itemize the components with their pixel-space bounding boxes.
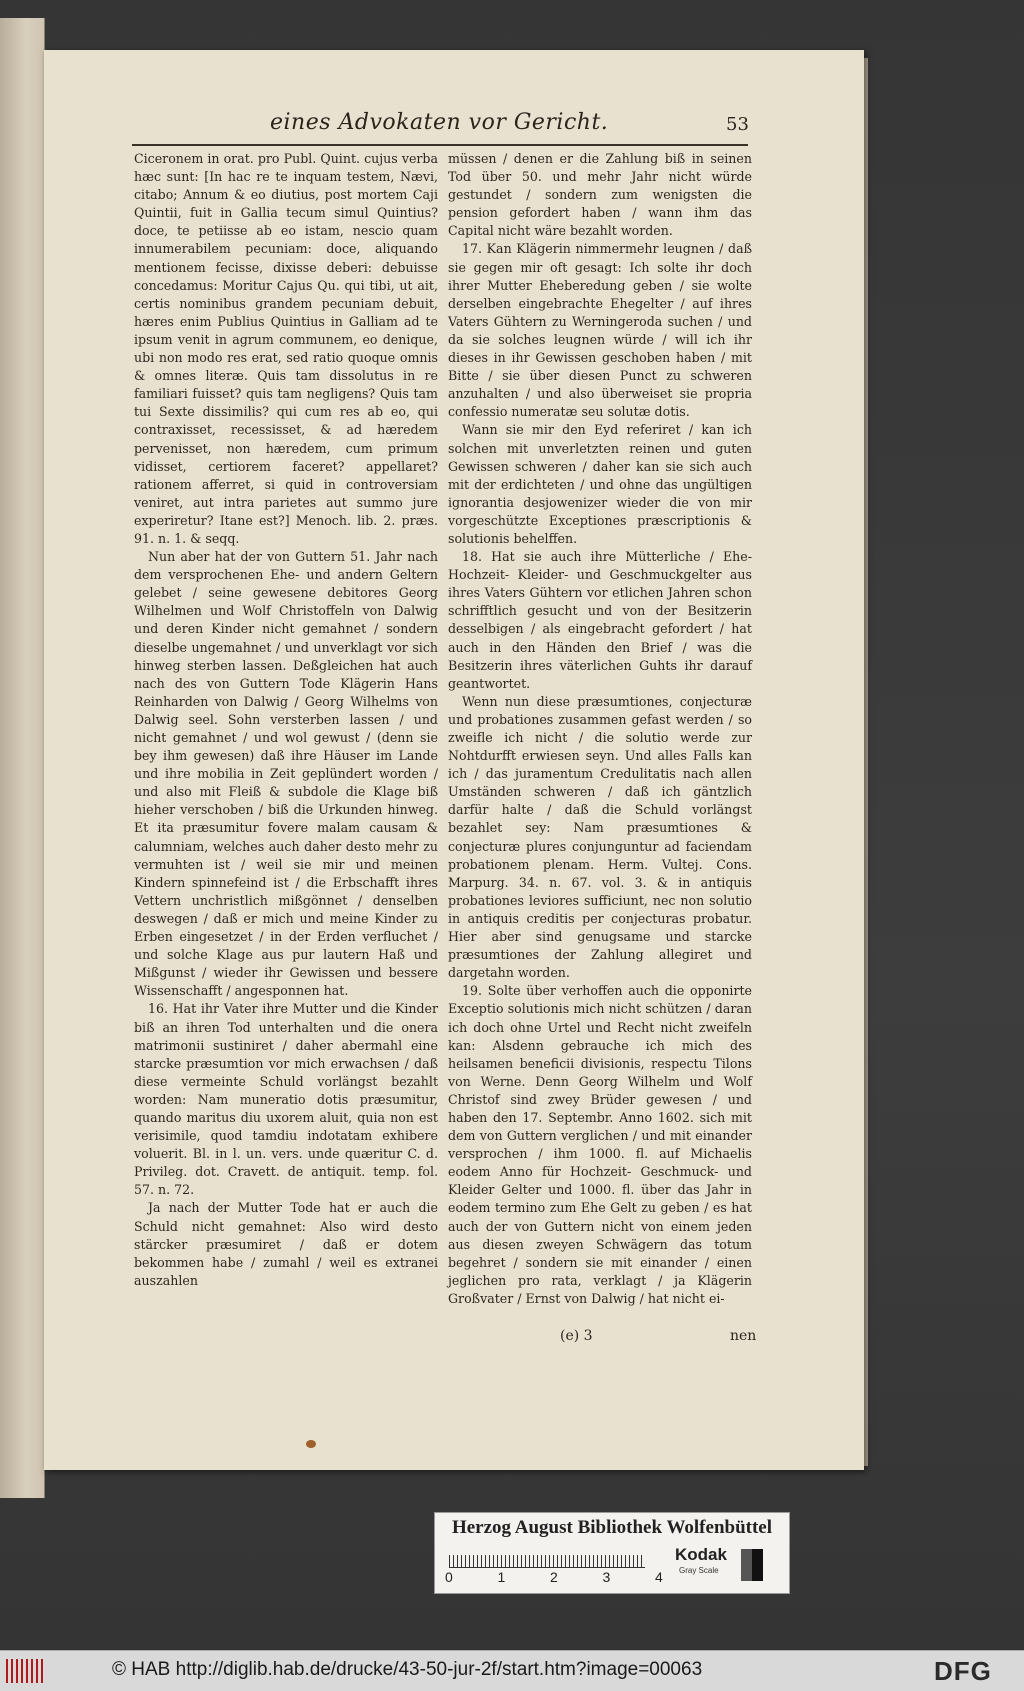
footer-bar	[0, 1650, 1024, 1691]
paragraph: Wenn nun diese præsumtiones, conjecturæ und probationes zusammen gefast werden / so zweifle ich nicht / die solutio werde zur Nohtdurfft erwiesen seyn. Und alles Falls kan ich / das juramentum Credulitatis nach allen Umständen schweren / daß ich gäntzlich darfür halte / daß die Schuld vorlängst bezahlet sey: Nam præsumtiones & conjecturæ plures conjunguntur ad faciendam probationem plenam. Herm. Vultej. Cons. Marpurg. 34. n. 67. vol. 3. & in antiquis probationes leviores sufficiunt, nec non solutio in antiquis creditis per conjecturas probatur. Hier aber sind genugsame und starcke præsumtiones der Zahlung allegiret und dargetahn worden.	[448, 693, 752, 981]
paragraph: 17. Kan Klägerin nimmermehr leugnen / daß sie gegen mir oft gesagt: Ich solte ihr doch ihrer Mutter Eheberedung geben / sie wolte derselben eingebrachte Ehegelter / auf ihres Vaters Gühtern zu Werningeroda suchen / und da sie solches leugnen würde / will ich ihr dieses in ihr Gewissen geschoben haben / mit Bitte / sie über diesen Punct zu schweren anzuhalten / und also überweiset sie propria confessio numeratæ seu solutæ dotis.	[448, 241, 752, 420]
dfg-logo: DFG	[934, 1656, 992, 1686]
paragraph: Ciceronem in orat. pro Publ. Quint. cujus verba hæc sunt: [In hac re te inquam testem, Nævi, citabo; Annum & eo diutius, post mortem Caji Quintii, fuit in Gallia tecum simul Quintius? doce, te petiisse ab eo istam, nescio quam innumerabilem pecuniam: doce, aliquando mentionem fecisse, dixisse deberi: debuisse concedamus: Moritur Cajus Qu. qui tibi, ut ait, certis nominibus grandem pecuniam debuit, hæres enim Publius Quintius in Galliam ad te ipsum venit in agrum communem, eo denique, ubi non modo res erat, sed ratio quoque omnis & omnes literæ. Quis tam dissolutus in re familiari fuisset? quis tam negligens? Quis tam tui Sexte dissimilis? qui cum res ab eo, qui contraxisset, recessisset, & ad hæredem pervenisset, non hæredem, cum primum vidisset, certiorem faceret? appellaret? rationem afferret, si quid in controversiam veniret, aut intra parietes aut summo jure experiretur? Itane est?] Menoch. lib. 2. præs. 91. n. 1. & seqq.	[134, 151, 438, 546]
paragraph: 19. Solte über verhoffen auch die opponirte Exceptio solutionis mich nicht schützen / daran ich doch ohne Urtel und Recht nicht zweifeln kan: Alsdenn gebrauche ich mich des heilsamen beneficii divisionis, respectu Tilons von Werne. Denn Georg Wilhelm und Wolf Christof sind zwey Brüder gewesen / und haben den 17. Septembr. Anno 1602. sich mit dem von Guttern verglichen / und mit einander versprochen / ihm 1000. fl. auf Michaelis eodem Anno für Hochzeit- Geschmuck- und Kleider Gelter und 1000. fl. über das Jahr in eodem termino zum Ehe Gelt zu geben / es hat auch der von Guttern nicht von einem jeden aus diesen zweyen Schwägern das totum begehret / sondern sie mit einander / einen jeglichen pro rata, verklagt / ja Klägerin Großvater / Ernst von Dalwig / hat nicht ei-	[448, 983, 752, 1306]
left-column	[134, 150, 438, 1290]
library-name: Herzog August Bibliothek Wolfenbüttel	[451, 1517, 773, 1538]
gray-scale-patch	[741, 1549, 763, 1581]
paragraph: Nun aber hat der von Guttern 51. Jahr nach dem versprochenen Ehe- und andern Geltern gelebet / seine gewesene debitores Georg Wilhelmen und Wolf Christoffeln von Dalwig und deren Kinder nicht gemahnet / sondern dieselbe ungemahnet / und unverklagt vor sich hinweg sterben lassen. Deßgleichen hat auch nach des von Guttern Tode Klägerin Hans Reinharden von Dalwig / Georg Wilhelms von Dalwig seel. Sohn versterben lassen / und nicht gemahnet / und wol gewust / (denn sie bey ihm gewesen) daß ihre Häuser im Lande und ihre mobilia in Zeit geplündert worden / und also mit Fleiß & subdole die Klage biß hieher verschoben / biß die Urkunden hinweg. Et ita præsumitur fovere malam causam & calumniam, welches auch daher desto mehr zu vermuhten ist / weil sie mir und meinen Kindern spinnefeind ist / die Erbschafft ihres Vettern unchristlich mißgönnet / denselben deswegen / daß er mich und meine Kinder zu Erben eingesetzet / in der Erden verfluchet / und solche Klage aus pur lautern Haß und Mißgunst / wieder ihr Gewissen und bessere Wissenschafft / angesponnen hat.	[134, 549, 438, 999]
library-label-card	[434, 1512, 790, 1594]
previous-leaf-edge	[0, 18, 45, 1498]
paragraph: 18. Hat sie auch ihre Mütterliche / Ehe-Hochzeit- Kleider- und Geschmuckgelter aus ihres Vaters Gühtern vor etlichen Jahren schon schrifftlich gesucht und von der Besitzerin desselbigen / als eingebracht gefordert / hat auch in den Händen den Brief / was die Besitzerin ihres väterlichen Guhts ihr darauf geantwortet.	[448, 549, 752, 691]
copyright-url[interactable]: © HAB http://diglib.hab.de/drucke/43-50-jur-2f/start.htm?image=00063	[112, 1659, 703, 1680]
ink-stain	[306, 1440, 316, 1448]
ruler-number: 3	[602, 1569, 611, 1585]
ruler-number: 2	[550, 1569, 558, 1585]
paragraph: Ja nach der Mutter Tode hat er auch die Schuld nicht gemahnet: Also wird desto stärcker præsumiret / daß er dotem bekommen habe / zumahl / weil es extranei auszahlen	[134, 1200, 438, 1288]
ruler-numbers	[445, 1569, 665, 1585]
head-rule	[132, 144, 748, 146]
ruler-number: 1	[497, 1569, 506, 1585]
right-column	[448, 150, 752, 1308]
paragraph: müssen / denen er die Zahlung biß in seinen Tod über 50. und mehr Jahr nicht würde gestundet / sondern zum wenigsten die pension gefordert haben / wann ihm das Capital nicht wäre bezahlt worden.	[448, 151, 752, 239]
page-number: 53	[726, 114, 749, 135]
signature-mark: (e) 3	[560, 1328, 593, 1344]
kodak-brand: Kodak	[675, 1545, 727, 1564]
hab-logo-icon	[6, 1659, 46, 1683]
ruler-number: 4	[655, 1569, 663, 1585]
paragraph: Wann sie mir den Eyd referiret / kan ich solchen mit unverletzten reinen und guten Gewissen schweren / daher kan sie sich auch mit der erdichteten / und ohne das ungültigen ignorantia desjowenizer wieder die von mir vorgeschützte Exceptiones præscriptionis & solutionis behelffen.	[448, 422, 752, 546]
running-head: eines Advokaten vor Gericht.	[270, 110, 609, 135]
kodak-subtitle: Gray Scale	[679, 1566, 719, 1575]
catchword: nen	[730, 1328, 757, 1344]
paragraph: 16. Hat ihr Vater ihre Mutter und die Kinder biß an ihren Tod unterhalten und die onera matrimonii sustiniret / daher abermahl eine starcke præsumtion vor mich erwachsen / daß diese vermeinte Schuld vorlängst bezahlt worden: Nam muneratio dotis præsumitur, quando maritus diu uxorem aluit, quia non est verisimile, quod tamdiu indotatam exhibere voluerit. Bl. in l. un. vers. unde quæritur C. d. Privileg. dot. Cravett. de antiquit. temp. fol. 57. n. 72.	[134, 1001, 438, 1198]
ruler-number: 0	[445, 1569, 453, 1585]
scale-ruler	[449, 1547, 645, 1568]
